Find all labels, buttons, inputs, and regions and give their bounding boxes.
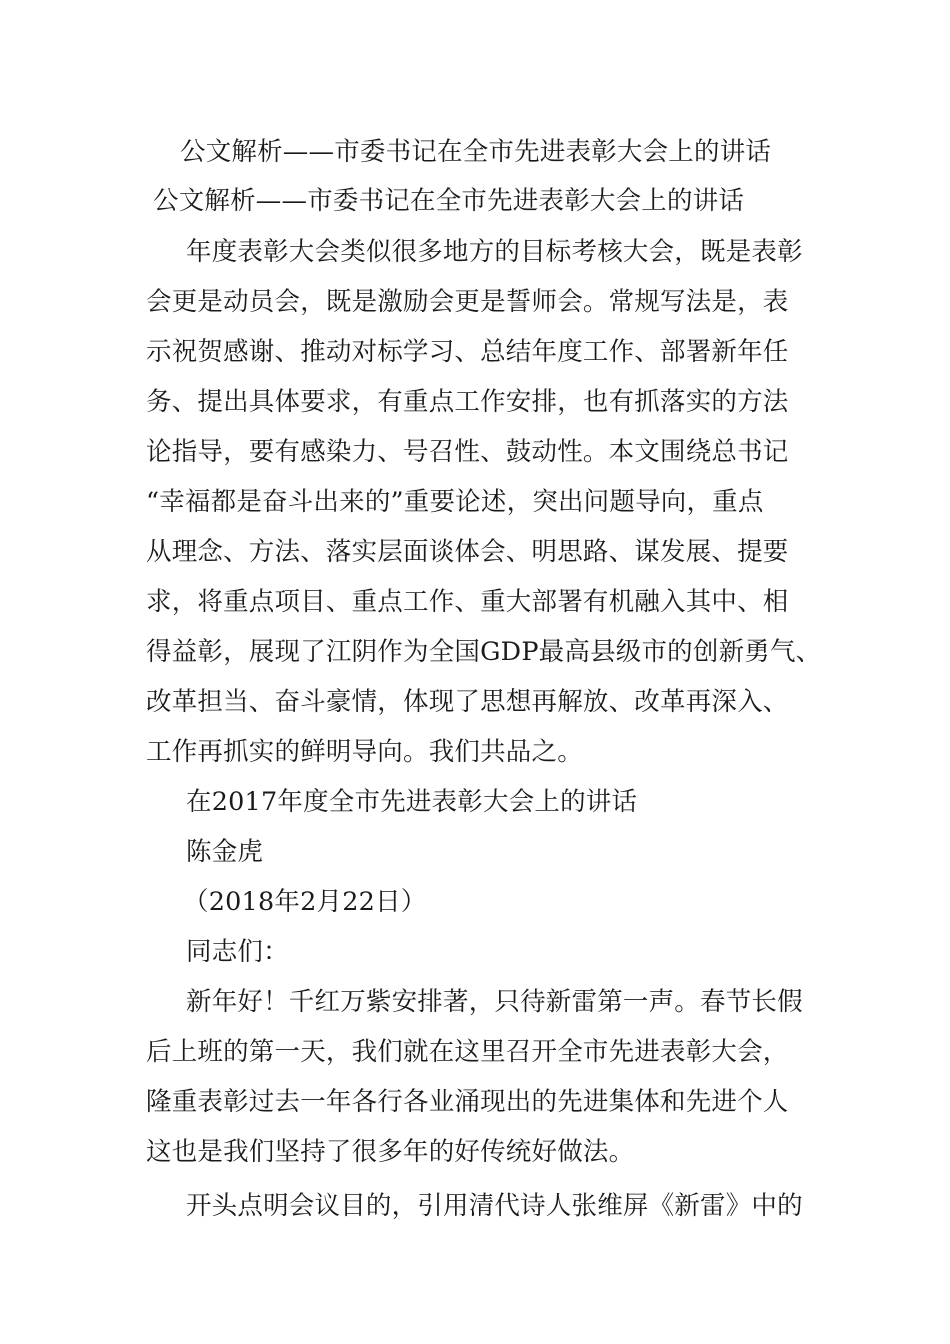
- intro-line-4: 务、提出具体要求，有重点工作安排，也有抓落实的方法: [146, 387, 789, 417]
- intro-line-7: 从理念、方法、落实层面谈体会、明思路、谋发展、提要: [146, 537, 789, 567]
- intro-line-3: 示祝贺感谢、推动对标学习、总结年度工作、部署新年任: [146, 337, 789, 367]
- intro-line-6: “幸福都是奋斗出来的”重要论述，突出问题导向，重点: [146, 487, 764, 517]
- intro-line-9: 得益彰，展现了江阴作为全国GDP最高县级市的创新勇气、: [146, 637, 822, 667]
- intro-line-11: 工作再抓实的鲜明导向。我们共品之。: [146, 737, 583, 767]
- paragraph-1-line-2: 后上班的第一天，我们就在这里召开全市先进表彰大会，: [146, 1037, 789, 1067]
- paragraph-2-line-1: 开头点明会议目的，引用清代诗人张维屏《新雷》中的: [186, 1191, 803, 1221]
- document-title-line-1: 公文解析——市委书记在全市先进表彰大会上的讲话: [180, 137, 772, 167]
- document-title-line-2: 公文解析——市委书记在全市先进表彰大会上的讲话: [153, 186, 745, 216]
- intro-line-10: 改革担当、奋斗豪情，体现了思想再解放、改革再深入、: [146, 687, 789, 717]
- speech-title: 在2017年度全市先进表彰大会上的讲话: [186, 787, 638, 817]
- intro-line-8: 求，将重点项目、重点工作、重大部署有机融入其中、相: [146, 587, 789, 617]
- paragraph-1-line-3: 隆重表彰过去一年各行各业涌现出的先进集体和先进个人: [146, 1087, 789, 1117]
- paragraph-1-line-4: 这也是我们坚持了很多年的好传统好做法。: [146, 1137, 635, 1167]
- intro-line-1: 年度表彰大会类似很多地方的目标考核大会，既是表彰: [186, 237, 803, 267]
- salutation: 同志们：: [186, 937, 289, 967]
- speech-date: （2018年2月22日）: [183, 887, 427, 917]
- speaker-name: 陈金虎: [186, 837, 264, 867]
- intro-line-2: 会更是动员会，既是激励会更是誓师会。常规写法是，表: [146, 287, 789, 317]
- intro-line-5: 论指导，要有感染力、号召性、鼓动性。本文围绕总书记: [146, 437, 789, 467]
- paragraph-1-line-1: 新年好！千红万紫安排著，只待新雷第一声。春节长假: [186, 987, 803, 1017]
